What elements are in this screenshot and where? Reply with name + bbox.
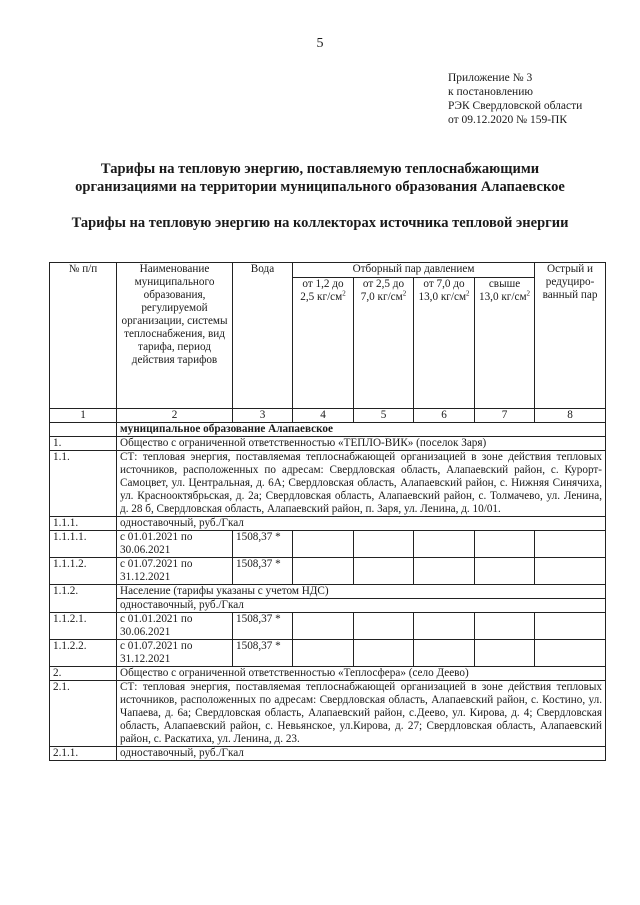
empty-cell [535,613,606,640]
page-number: 5 [316,36,324,51]
organization-name: Общество с ограниченной ответственностью «Теплосфера» (село Деево) [117,667,606,681]
row-number: 1.1.1.1. [50,531,117,558]
header-name: Наименование муниципального образования, регулируемой организации, системы теплоснабжения, вид тарифа, период действия тарифов [117,263,233,409]
tariff-type: одноставочный, руб./Гкал [117,517,606,531]
empty-cell [535,531,606,558]
row-number: 1. [50,437,117,451]
document-title [40,160,600,196]
table-row [50,747,606,761]
header-number: № п/п [50,263,117,409]
tariff-table [49,262,606,761]
table-row [50,681,606,747]
tariff-period: с 01.01.2021 по 30.06.2021 [117,613,233,640]
table-row [50,667,606,681]
tariff-period: с 01.07.2021 по 31.12.2021 [117,640,233,667]
row-number: 1.1.2. [50,585,117,613]
empty-cell [354,531,414,558]
table-row [50,640,606,667]
tariff-type: одноставочный, руб./Гкал [117,599,606,613]
population-label: Население (тарифы указаны с учетом НДС) [117,585,606,599]
row-number: 2.1.1. [50,747,117,761]
column-number: 3 [233,409,293,423]
municipality-name: муниципальное образование Алапаевское [117,423,606,437]
column-number: 5 [354,409,414,423]
header-pressure-1 [293,278,354,409]
table-row [50,451,606,517]
column-number: 2 [117,409,233,423]
empty-cell [414,531,475,558]
empty-cell [475,531,535,558]
superscript: 2 [342,289,346,298]
empty-cell [535,558,606,585]
empty-cell [475,613,535,640]
row-number: 1.1.2.2. [50,640,117,667]
table-row [50,437,606,451]
row-number: 1.1.2.1. [50,613,117,640]
column-number: 4 [293,409,354,423]
pressure-label: от 2,5 до 7,0 кг/см [360,278,405,303]
empty-cell [354,558,414,585]
empty-cell [535,640,606,667]
empty-cell [354,613,414,640]
superscript: 2 [402,289,407,298]
organization-name: Общество с ограниченной ответственностью «ТЕПЛО-ВИК» (поселок Заря) [117,437,606,451]
empty-cell [475,558,535,585]
header-pressure-3 [414,278,475,409]
heat-system-description: СТ: тепловая энергия, поставляемая теплоснабжающей организацией в зоне действия тепловых источников, расположенных по адресам: Свердловская область, Алапаевский район, с. Курорт-Самоцвет, ул. Центральная, д. 6А; Свердловская область, Алапаевский район, с. Нижняя Синячиха, ул. Краснооктябрьская, д. 2а; Свердловская область, Алапаевский район, с. Толмачево, ул. Ленина, д. 28 б, Свердловская область, Алапаевский район, п. Заря, ул. Ленина, д. 10/01. [117,451,606,517]
appendix-block [448,71,582,127]
header-pressure-2 [354,278,414,409]
appendix-line: РЭК Свердловской области [448,100,583,112]
empty-cell [293,613,354,640]
empty-cell [354,640,414,667]
table-row [50,517,606,531]
heat-system-description: СТ: тепловая энергия, поставляемая теплоснабжающей организацией в зоне действия тепловых источников, расположенных по адресам: Свердловская область, Алапаевский район, с. Костино, ул. Чапаева, д. 6а; Свердловская область, Алапаевский район, с.Деево, ул. Кирова, д. 4; Свердловская область, Алапаевский район, с. Невьянское, ул.Кирова, д. 27; Свердловская область, Алапаевский район, с. Раскатиха, ул. Ленина, д. 23. [117,681,606,747]
header-steam-group: Отборный пар давлением [293,263,535,278]
empty-cell [293,531,354,558]
pressure-label: от 1,2 до 2,5 кг/см [300,278,344,303]
appendix-line: к постановлению [448,86,533,98]
table-row [50,613,606,640]
tariff-period: с 01.01.2021 по 30.06.2021 [117,531,233,558]
column-number: 1 [50,409,117,423]
table-row [50,423,606,437]
column-number-row [50,409,606,423]
tariff-type: одноставочный, руб./Гкал [117,747,606,761]
water-tariff: 1508,37 * [233,558,293,585]
empty-cell [50,423,117,437]
title-line: Тарифы на тепловую энергию, поставляемую теплоснабжающими [100,161,540,177]
table-row [50,558,606,585]
empty-cell [414,640,475,667]
row-number: 1.1. [50,451,117,517]
empty-cell [414,613,475,640]
document-subtitle: Тарифы на тепловую энергию на коллекторах источника тепловой энергии [71,215,569,231]
water-tariff: 1508,37 * [233,640,293,667]
table-row [50,531,606,558]
appendix-line: от 09.12.2020 № 159-ПК [448,114,568,126]
appendix-line: Приложение № 3 [448,72,533,84]
empty-cell [293,640,354,667]
pressure-label: от 7,0 до 13,0 кг/см [418,278,467,303]
tariff-period: с 01.07.2021 по 31.12.2021 [117,558,233,585]
column-number: 8 [535,409,606,423]
row-number: 1.1.1. [50,517,117,531]
row-number: 2.1. [50,681,117,747]
header-pressure-4 [475,278,535,409]
empty-cell [475,640,535,667]
pressure-label: свыше 13,0 кг/см [478,278,527,303]
header-water: Вода [233,263,293,409]
column-number: 7 [475,409,535,423]
table-row [50,599,606,613]
table-row [50,585,606,599]
row-number: 2. [50,667,117,681]
header-sharp-steam: Острый и редуциро-ванный пар [535,263,606,409]
column-number: 6 [414,409,475,423]
header-row [50,263,606,278]
superscript: 2 [526,289,531,298]
empty-cell [414,558,475,585]
row-number: 1.1.1.2. [50,558,117,585]
superscript: 2 [466,289,470,298]
title-line: организациями на территории муниципального образования Алапаевское [75,179,565,195]
empty-cell [293,558,354,585]
water-tariff: 1508,37 * [233,613,293,640]
water-tariff: 1508,37 * [233,531,293,558]
